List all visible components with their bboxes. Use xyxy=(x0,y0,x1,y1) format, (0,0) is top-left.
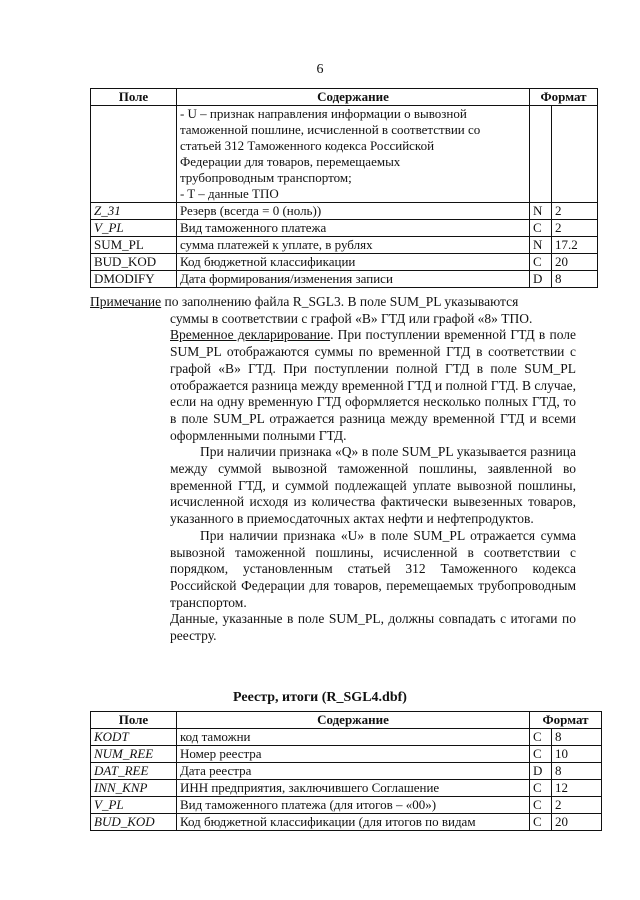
field-content: ИНН предприятия, заключившего Соглашение xyxy=(176,780,529,797)
table-row xyxy=(91,237,598,254)
field-name: DAT_REE xyxy=(91,763,177,780)
field-name: V_PL xyxy=(91,220,177,237)
field-length: 17.2 xyxy=(552,237,598,254)
field-length: 20 xyxy=(552,254,598,271)
field-length: 10 xyxy=(552,746,602,763)
field-content: Вид таможенного платежа xyxy=(176,220,529,237)
table-row xyxy=(91,797,602,814)
table-row xyxy=(91,106,598,203)
temp-declaration-paragraph xyxy=(170,327,576,444)
note-block xyxy=(90,294,576,645)
field-type: C xyxy=(530,254,552,271)
field-type: N xyxy=(530,237,552,254)
final-paragraph: Данные, указанные в поле SUM_PL, должны совпадать с итогами по реестру. xyxy=(170,611,576,644)
continuation-line: трубопроводным транспортом; xyxy=(179,170,352,185)
fields-table xyxy=(90,88,598,288)
field-type: C xyxy=(530,797,552,814)
table-row xyxy=(91,271,598,288)
header-field: Поле xyxy=(91,712,177,729)
field-content: Номер реестра xyxy=(176,746,529,763)
field-name: NUM_REE xyxy=(91,746,177,763)
field-content: Код бюджетной классификации (для итогов по видам xyxy=(176,814,529,831)
table-row xyxy=(91,729,602,746)
u-sign-paragraph: При наличии признака «U» в поле SUM_PL отражается сумма вывозной таможенной пошлины, исчисленной в соответствии с порядком, установленным статьей 312 Таможенного кодекса Российской Федерации для товаров, перемещаемых трубопроводным транспортом. xyxy=(170,527,576,610)
continuation-line: Федерации для товаров, перемещаемых xyxy=(179,154,401,169)
field-name: DMODIFY xyxy=(91,271,177,288)
table-row xyxy=(91,220,598,237)
field-name: BUD_KOD xyxy=(91,814,177,831)
table-row xyxy=(91,814,602,831)
field-length: 2 xyxy=(552,797,602,814)
table-row xyxy=(91,203,598,220)
table-header-row xyxy=(91,89,598,106)
note-label: Примечание xyxy=(90,294,162,309)
temp-declaration-text: . При поступлении временной ГТД в поле SUM_PL отображаются суммы по временной ГТД в соответствии с графой «В» ГТД. При поступлении полной ГТД в поле SUM_PL отображается разница между временной ГТД и полной ГТД. В случае, если на одну временную ГТД оформляется несколько полных ГТД, то в поле SUM_PL отражается разница между временной ГТД и всеми оформленными полными ГТД. xyxy=(170,327,577,443)
field-length: 8 xyxy=(552,729,602,746)
header-content: Содержание xyxy=(176,89,529,106)
table-row xyxy=(91,763,602,780)
note-body xyxy=(170,311,576,645)
field-type: C xyxy=(530,220,552,237)
continuation-line: - U – признак направления информации о вывозной xyxy=(179,106,467,121)
field-type: C xyxy=(530,729,552,746)
continuation-line: статьей 312 Таможенного кодекса Российской xyxy=(179,138,435,153)
registry-table xyxy=(90,711,602,831)
note-intro-text: по заполнению файла R_SGL3. В поле SUM_PL указываются xyxy=(161,294,519,309)
field-content: Дата формирования/изменения записи xyxy=(176,271,529,288)
field-name: Z_31 xyxy=(91,203,177,220)
table-header-row xyxy=(91,712,602,729)
field-name: INN_KNP xyxy=(91,780,177,797)
field-type: C xyxy=(530,746,552,763)
temp-declaration-label: Временное декларирование xyxy=(170,327,331,343)
table-row xyxy=(91,254,598,271)
field-content: Код бюджетной классификации xyxy=(176,254,529,271)
field-name: V_PL xyxy=(91,797,177,814)
field-length: 8 xyxy=(552,271,598,288)
page-number: 6 xyxy=(316,62,324,77)
field-type: D xyxy=(530,271,552,288)
header-field: Поле xyxy=(91,89,177,106)
q-sign-paragraph: При наличии признака «Q» в поле SUM_PL указывается разница между суммой вывозной таможенной пошлины, заявленной во временной ГТД, и суммой подлежащей уплате вывозной пошлины, исчисленной исходя из количества фактически вывезенных товаров, указанного в приемосдаточных актах нефти и нефтепродуктов. xyxy=(170,444,576,527)
field-type: D xyxy=(530,763,552,780)
field-type: C xyxy=(530,780,552,797)
header-format: Формат xyxy=(530,712,602,729)
field-type: C xyxy=(530,814,552,831)
field-content: Резерв (всегда = 0 (ноль)) xyxy=(176,203,529,220)
field-length: 2 xyxy=(552,220,598,237)
field-length: 12 xyxy=(552,780,602,797)
field-content: сумма платежей к уплате, в рублях xyxy=(176,237,529,254)
field-content: Вид таможенного платежа (для итогов – «00») xyxy=(176,797,529,814)
field-length: 2 xyxy=(552,203,598,220)
registry-title: Реестр, итоги (R_SGL4.dbf) xyxy=(233,690,407,705)
continuation-cell xyxy=(176,106,529,203)
field-type: N xyxy=(530,203,552,220)
header-content: Содержание xyxy=(176,712,529,729)
table-row xyxy=(91,746,602,763)
field-name: SUM_PL xyxy=(91,237,177,254)
field-name: KODT xyxy=(91,729,177,746)
header-format: Формат xyxy=(530,89,598,106)
field-length: 20 xyxy=(552,814,602,831)
continuation-line: - T – данные ТПО xyxy=(179,186,279,201)
note-intro-cont: суммы в соответствии с графой «В» ГТД или графой «8» ТПО. xyxy=(170,310,533,326)
table-row xyxy=(91,780,602,797)
field-content: Дата реестра xyxy=(176,763,529,780)
field-content: код таможни xyxy=(176,729,529,746)
field-name: BUD_KOD xyxy=(91,254,177,271)
note-intro xyxy=(90,294,576,311)
continuation-line: таможенной пошлине, исчисленной в соответствии со xyxy=(179,122,481,137)
field-length: 8 xyxy=(552,763,602,780)
